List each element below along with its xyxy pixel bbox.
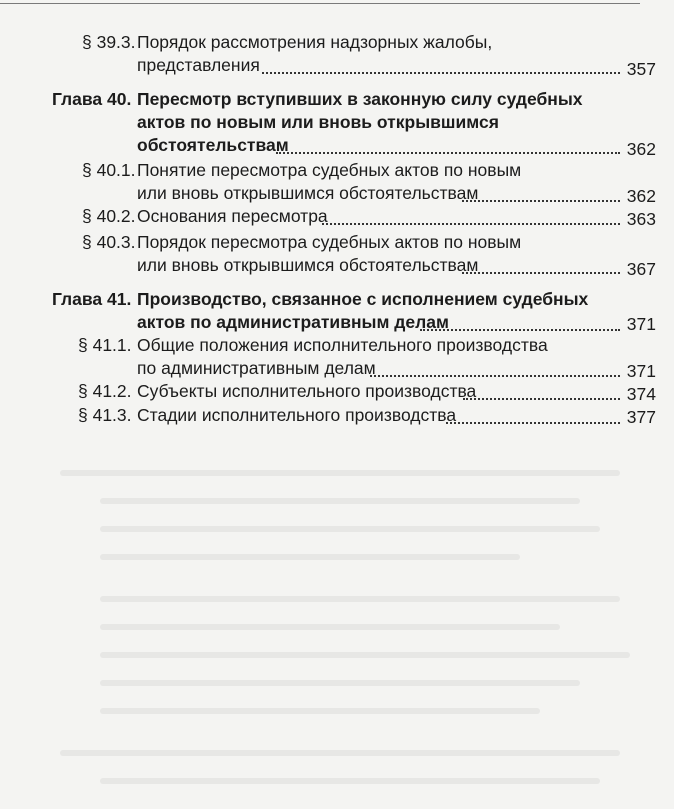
toc-title-line: Пересмотр вступивших в законную силу судебных	[137, 89, 583, 109]
toc-title-line: или вновь открывшимся обстоятельствам	[137, 255, 479, 275]
toc-page-number: 357	[626, 59, 656, 79]
toc-page-number: 371	[626, 361, 656, 381]
toc-title-line: Понятие пересмотра судебных актов по новым	[137, 160, 522, 180]
toc-label: § 40.3.	[82, 232, 136, 252]
toc-title-line: Субъекты исполнительного производства	[137, 381, 477, 401]
dot-leader	[463, 398, 620, 400]
toc-label: § 41.2.	[78, 381, 132, 401]
toc-page-number: 362	[626, 186, 656, 206]
toc-title-line: Порядок пересмотра судебных актов по новым	[137, 232, 522, 252]
toc-title-line: Порядок рассмотрения надзорных жалобы,	[137, 32, 493, 52]
page-show-through	[0, 430, 674, 809]
toc-title-line: Производство, связанное с исполнением судебных	[137, 289, 589, 309]
toc-title-line: Стадии исполнительного производства	[137, 405, 457, 425]
toc-title-line: по административным делам	[137, 358, 376, 378]
toc-label: § 39.3.	[82, 32, 136, 52]
dot-leader	[462, 200, 620, 202]
toc-chapter-label: Глава 40.	[52, 89, 132, 109]
dot-leader	[446, 422, 620, 424]
toc-label: § 40.2.	[82, 206, 136, 226]
toc-label: § 41.3.	[78, 405, 132, 425]
dot-leader	[262, 72, 620, 74]
dot-leader	[322, 223, 620, 225]
toc-label: § 40.1.	[82, 160, 136, 180]
toc-page-number: 363	[626, 209, 656, 229]
toc-title-line: Основания пересмотра	[137, 206, 328, 226]
toc-title-line: актов по административным делам	[137, 312, 449, 332]
top-rule	[0, 3, 640, 4]
dot-leader	[462, 272, 620, 274]
toc-page-number: 362	[626, 139, 656, 159]
toc-page-number: 374	[626, 384, 656, 404]
toc-page-number: 371	[626, 314, 656, 334]
toc-title-line: Общие положения исполнительного производства	[137, 335, 548, 355]
dot-leader	[420, 329, 620, 331]
toc-title-line: представления	[137, 55, 260, 75]
toc-page-number: 377	[626, 407, 656, 427]
toc-page-number: 367	[626, 259, 656, 279]
toc-title-line: актов по новым или вновь открывшимся	[137, 112, 499, 132]
dot-leader	[370, 375, 620, 377]
toc-title-line: или вновь открывшимся обстоятельствам	[137, 183, 479, 203]
dot-leader	[276, 152, 620, 154]
toc-title-line: обстоятельствам	[137, 135, 289, 155]
toc-label: § 41.1.	[78, 335, 132, 355]
toc-chapter-label: Глава 41.	[52, 289, 132, 309]
